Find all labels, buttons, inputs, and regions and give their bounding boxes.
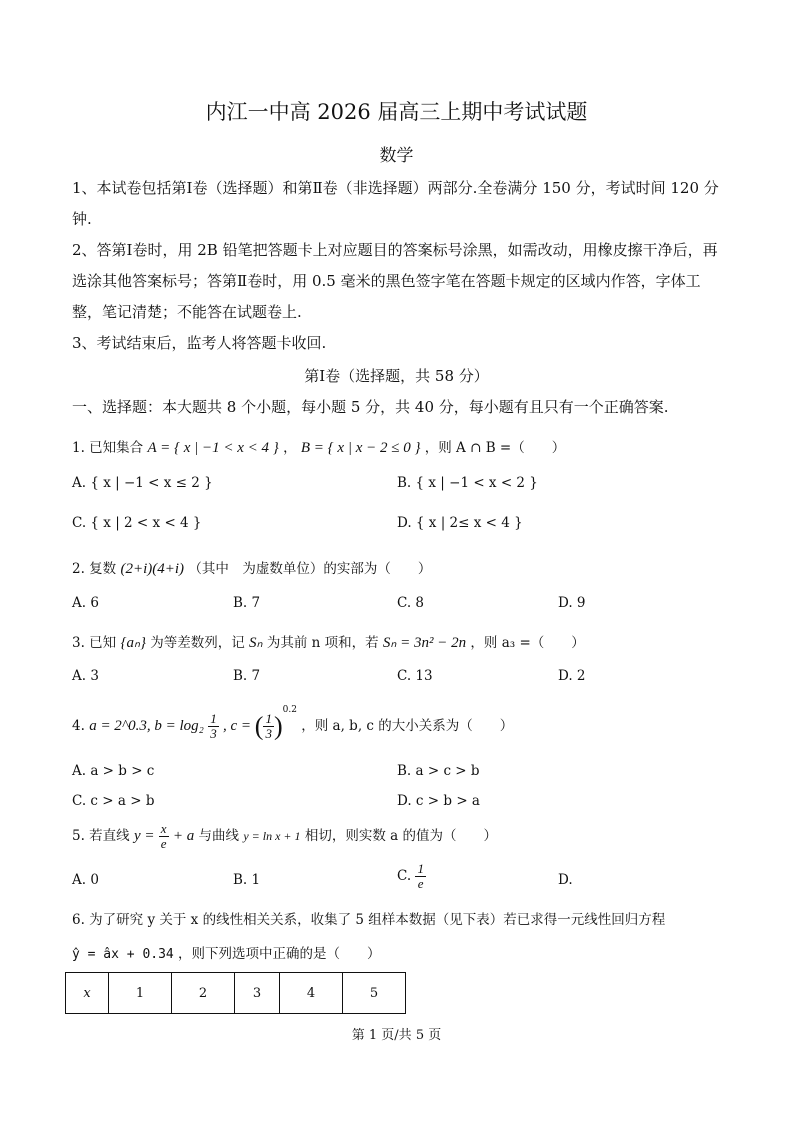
table-header-x: x	[66, 973, 109, 1014]
q4-frac-b-num: 1	[210, 711, 217, 726]
q4-frac-b	[208, 712, 219, 741]
q6-regression-eq: ŷ = âx + 0.34	[72, 947, 174, 962]
q1-option-b: B. { x | −1 < x < 2 }	[397, 475, 538, 491]
q5-line-frac	[159, 822, 169, 851]
q2-option-b: B. 7	[233, 595, 261, 611]
q4-frac-b-den: 3	[210, 726, 217, 741]
part-instructions: 一、选择题：本大题共 8 个小题，每小题 5 分，共 40 分，每小题有且只有一个正确答案.	[72, 398, 669, 416]
q1-option-c: C. { x | 2 < x < 4 }	[72, 515, 202, 531]
q1-sep: ，	[283, 440, 297, 456]
q5-mid: 与曲线	[198, 828, 240, 844]
q2-expr: (2+i)(4+i)	[120, 561, 185, 577]
q5-option-c-num: 1	[417, 861, 424, 876]
q3-mid2: 为其前 n 项和，若	[266, 635, 379, 651]
q4-exponent: 0.2	[282, 705, 297, 715]
q4-frac-c	[263, 712, 274, 741]
notice-2: 2、答第Ⅰ卷时，用 2B 铅笔把答题卡上对应题目的答案标号涂黑，如需改动，用橡皮擦干净后，再选涂其他答案标号；答第Ⅱ卷时，用 0.5 毫米的黑色签字笔在答题卡规定的区域内作答，字体工整，笔记清楚；不能答在试题卷上.	[72, 241, 718, 321]
q5-option-a: A. 0	[72, 872, 99, 888]
question-6-line-2	[72, 942, 381, 962]
q1-set-a: A = { x | −1 < x < 4 }	[147, 440, 279, 456]
table-cell: 3	[235, 973, 280, 1014]
q5-option-c-den: e	[417, 876, 424, 891]
question-6-line-1: 6. 为了研究 y 关于 x 的线性相关关系，收集了 5 组样本数据（见下表）若已求得一元线性回归方程	[72, 912, 666, 928]
q1-set-b: B = { x | x − 2 ≤ 0 }	[300, 440, 421, 456]
table-cell: 4	[280, 973, 343, 1014]
q6-line2-rest: ，则下列选项中正确的是（ ）	[178, 946, 381, 962]
q2-option-a: A. 6	[72, 595, 99, 611]
q3-suffix: ，则 a₃ =（ ）	[470, 635, 585, 651]
q2-prefix: 2. 复数	[72, 561, 117, 577]
q1-prefix: 1. 已知集合	[72, 440, 144, 456]
q3-mid1: 为等差数列，记	[150, 635, 245, 651]
q2-option-c: C. 8	[397, 595, 425, 611]
notice-3: 3、考试结束后，监考人将答题卡收回.	[72, 334, 327, 352]
q3-option-c: C. 13	[397, 668, 433, 684]
q1-suffix: ，则 A ∩ B =（ ）	[424, 440, 566, 456]
q4-a-expr: a = 2^0.3, b = log₂	[89, 718, 204, 734]
q6-data-table	[65, 972, 406, 1014]
q5-option-c-label: C.	[397, 868, 412, 884]
section-heading: 第Ⅰ卷（选择题，共 58 分）	[304, 367, 489, 385]
q4-c-expr: , c =	[223, 718, 255, 734]
table-row	[66, 973, 406, 1014]
table-cell: 5	[343, 973, 406, 1014]
q3-option-a: A. 3	[72, 668, 99, 684]
q5-line-rest: + a	[172, 828, 195, 844]
q4-prefix: 4.	[72, 718, 85, 734]
q5-option-d: D.	[558, 872, 573, 888]
q1-option-a: A. { x | −1 < x ≤ 2 }	[72, 475, 213, 491]
q3-seq: {aₙ}	[120, 635, 146, 651]
q4-frac-c-num: 1	[265, 711, 272, 726]
q3-option-d: D. 2	[558, 668, 586, 684]
q4-option-b: B. a > c > b	[397, 763, 480, 779]
q5-line-y: y =	[133, 828, 155, 844]
question-5	[72, 822, 497, 851]
subject-title: 数学	[379, 146, 414, 166]
q3-prefix: 3. 已知	[72, 635, 117, 651]
q3-option-b: B. 7	[233, 668, 261, 684]
q4-frac-c-den: 3	[265, 726, 272, 741]
q5-suffix: 相切，则实数 a 的值为（ ）	[304, 828, 497, 844]
exam-title: 内江一中高 2026 届高三上期中考试试题	[205, 100, 588, 124]
question-3	[72, 631, 585, 652]
q5-option-c	[397, 862, 426, 891]
q4-suffix: ，则 a, b, c 的大小关系为（ ）	[301, 718, 514, 734]
table-cell: 1	[109, 973, 172, 1014]
q4-option-d: D. c > b > a	[397, 793, 480, 809]
q5-prefix: 5. 若直线	[72, 828, 130, 844]
q4-option-c: C. c > a > b	[72, 793, 155, 809]
question-1	[72, 436, 565, 457]
q5-option-b: B. 1	[233, 872, 261, 888]
q5-curve: y = ln x + 1	[243, 829, 301, 843]
q3-formula: Sₙ = 3n² − 2n	[382, 635, 467, 651]
notice-1: 1、本试卷包括第Ⅰ卷（选择题）和第Ⅱ卷（非选择题）两部分.全卷满分 150 分，考试时间 120 分钟.	[72, 179, 719, 228]
q5-line-frac-den: e	[160, 836, 167, 851]
page-footer: 第 1 页/共 5 页	[351, 1028, 442, 1043]
q1-option-d: D. { x | 2≤ x < 4 }	[397, 515, 523, 531]
q5-line-frac-num: x	[160, 821, 167, 836]
q2-option-d: D. 9	[558, 595, 586, 611]
table-cell: 2	[172, 973, 235, 1014]
q4-option-a: A. a > b > c	[72, 763, 155, 779]
question-2	[72, 557, 431, 578]
q5-option-c-frac	[415, 862, 426, 891]
q2-suffix: （其中 为虚数单位）的实部为（ ）	[188, 561, 432, 577]
question-4: 4. a = 2^0.3, b = log₂ $\frac{1}{3}$ , c = ( $\frac{1}{3}$ )$^{0.2}$ ，则 a, b, c 的大小关系为（ ）	[72, 705, 514, 741]
q3-sn: Sₙ	[249, 635, 263, 651]
